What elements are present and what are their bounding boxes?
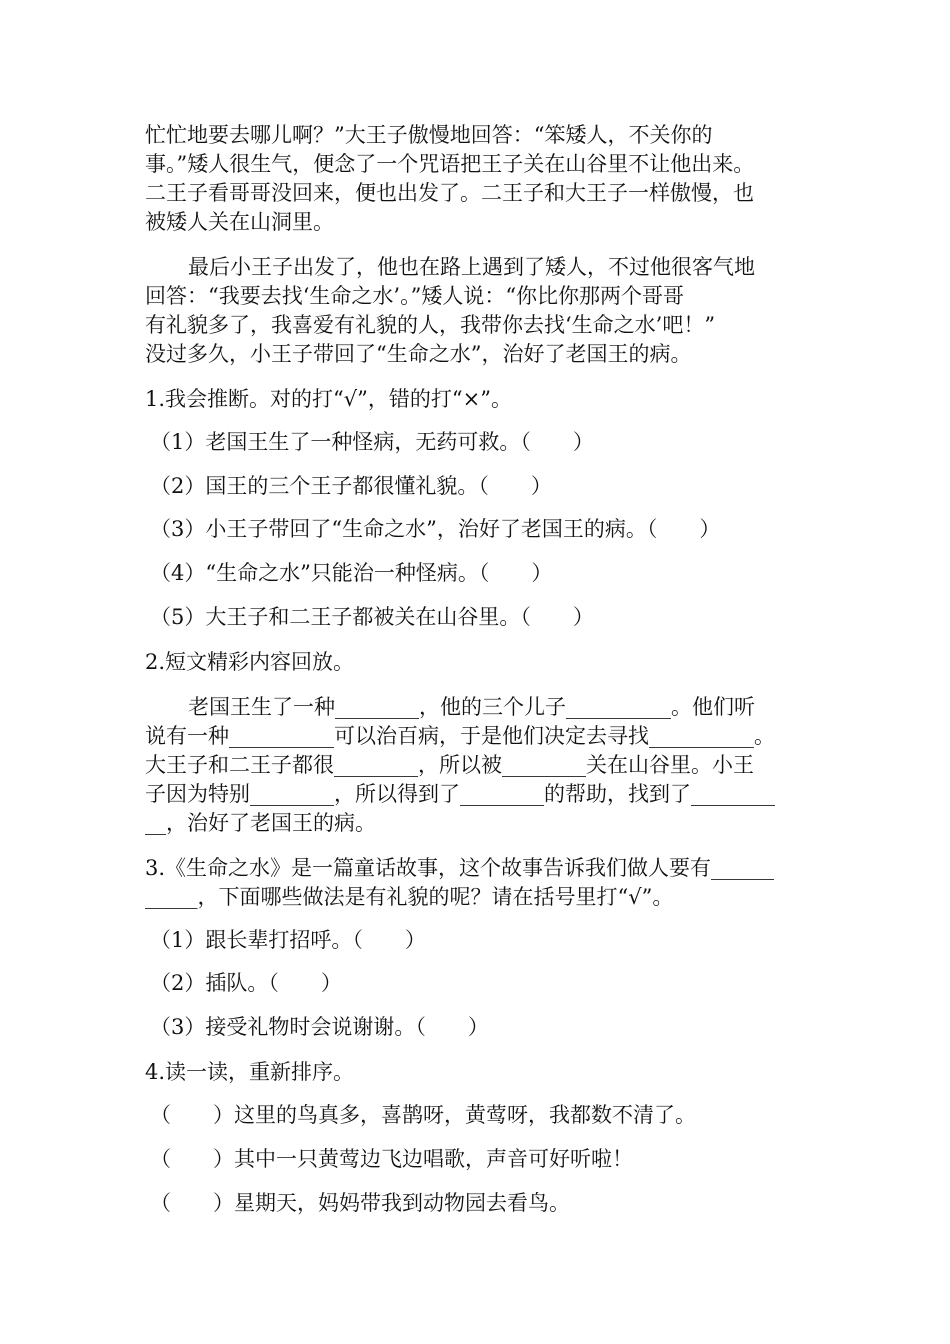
passage-line: 回答：“我要去找‘生命之水’。”矮人说：“你比你那两个哥哥 [145,284,685,308]
passage-line: 事。”矮人很生气，便念了一个咒语把王子关在山谷里不让他出来。 [145,152,755,176]
question-2-title: 2.短文精彩内容回放。 [145,650,355,674]
q2-line: __，治好了老国王的病。 [145,811,376,835]
q3-item: （1）跟长辈打招呼。（ ） [150,928,426,952]
q3-item: （3）接受礼物时会说谢谢。（ ） [150,1015,489,1039]
q1-item: （1）老国王生了一种怪病，无药可救。（ ） [150,430,594,454]
passage-line: 有礼貌多了，我喜爱有礼貌的人，我带你去找‘生命之水’吧！” [145,313,716,337]
q2-line: 说有一种__________可以治百病，于是他们决定去寻找__________。 [145,724,775,748]
q2-line: 大王子和二王子都很________，所以被________关在山谷里。小王 [145,753,754,777]
q4-item: （ ）星期天，妈妈带我到动物园去看鸟。 [150,1191,570,1215]
q4-item: （ ）其中一只黄莺边飞边唱歌，声音可好听啦！ [150,1147,633,1171]
q1-item: （4）“生命之水”只能治一种怪病。（ ） [150,561,553,585]
q1-item: （2）国王的三个王子都很懂礼貌。（ ） [150,474,552,498]
q1-item: （3）小王子带回了“生命之水”，治好了老国王的病。（ ） [150,517,721,541]
passage-line: 二王子看哥哥没回来，便也出发了。二王子和大王子一样傲慢，也 [145,181,754,205]
question-1-title: 1.我会推断。对的打“√”，错的打“×”。 [145,387,512,411]
q3-line: _____，下面哪些做法是有礼貌的呢？请在括号里打“√”。 [145,885,674,909]
q3-line: 3.《生命之水》是一篇童话故事，这个故事告诉我们做人要有______ [145,856,775,880]
passage-line: 被矮人关在山洞里。 [145,210,334,234]
q2-line: 老国王生了一种________，他的三个儿子__________。他们听 [188,695,755,719]
question-4-title: 4.读一读，重新排序。 [145,1060,355,1084]
q1-item: （5）大王子和二王子都被关在山谷里。（ ） [150,605,594,629]
passage-line: 忙忙地要去哪儿啊？”大王子傲慢地回答：“笨矮人，不关你的 [145,123,713,147]
q2-line: 子因为特别________，所以得到了________的帮助，找到了________ [145,782,775,806]
passage-line: 没过多久，小王子带回了“生命之水”，治好了老国王的病。 [145,342,692,366]
passage-line: 最后小王子出发了，他也在路上遇到了矮人，不过他很客气地 [188,255,755,279]
q4-item: （ ）这里的鸟真多，喜鹊呀，黄莺呀，我都数不清了。 [150,1103,696,1127]
q3-item: （2）插队。（ ） [150,971,342,995]
